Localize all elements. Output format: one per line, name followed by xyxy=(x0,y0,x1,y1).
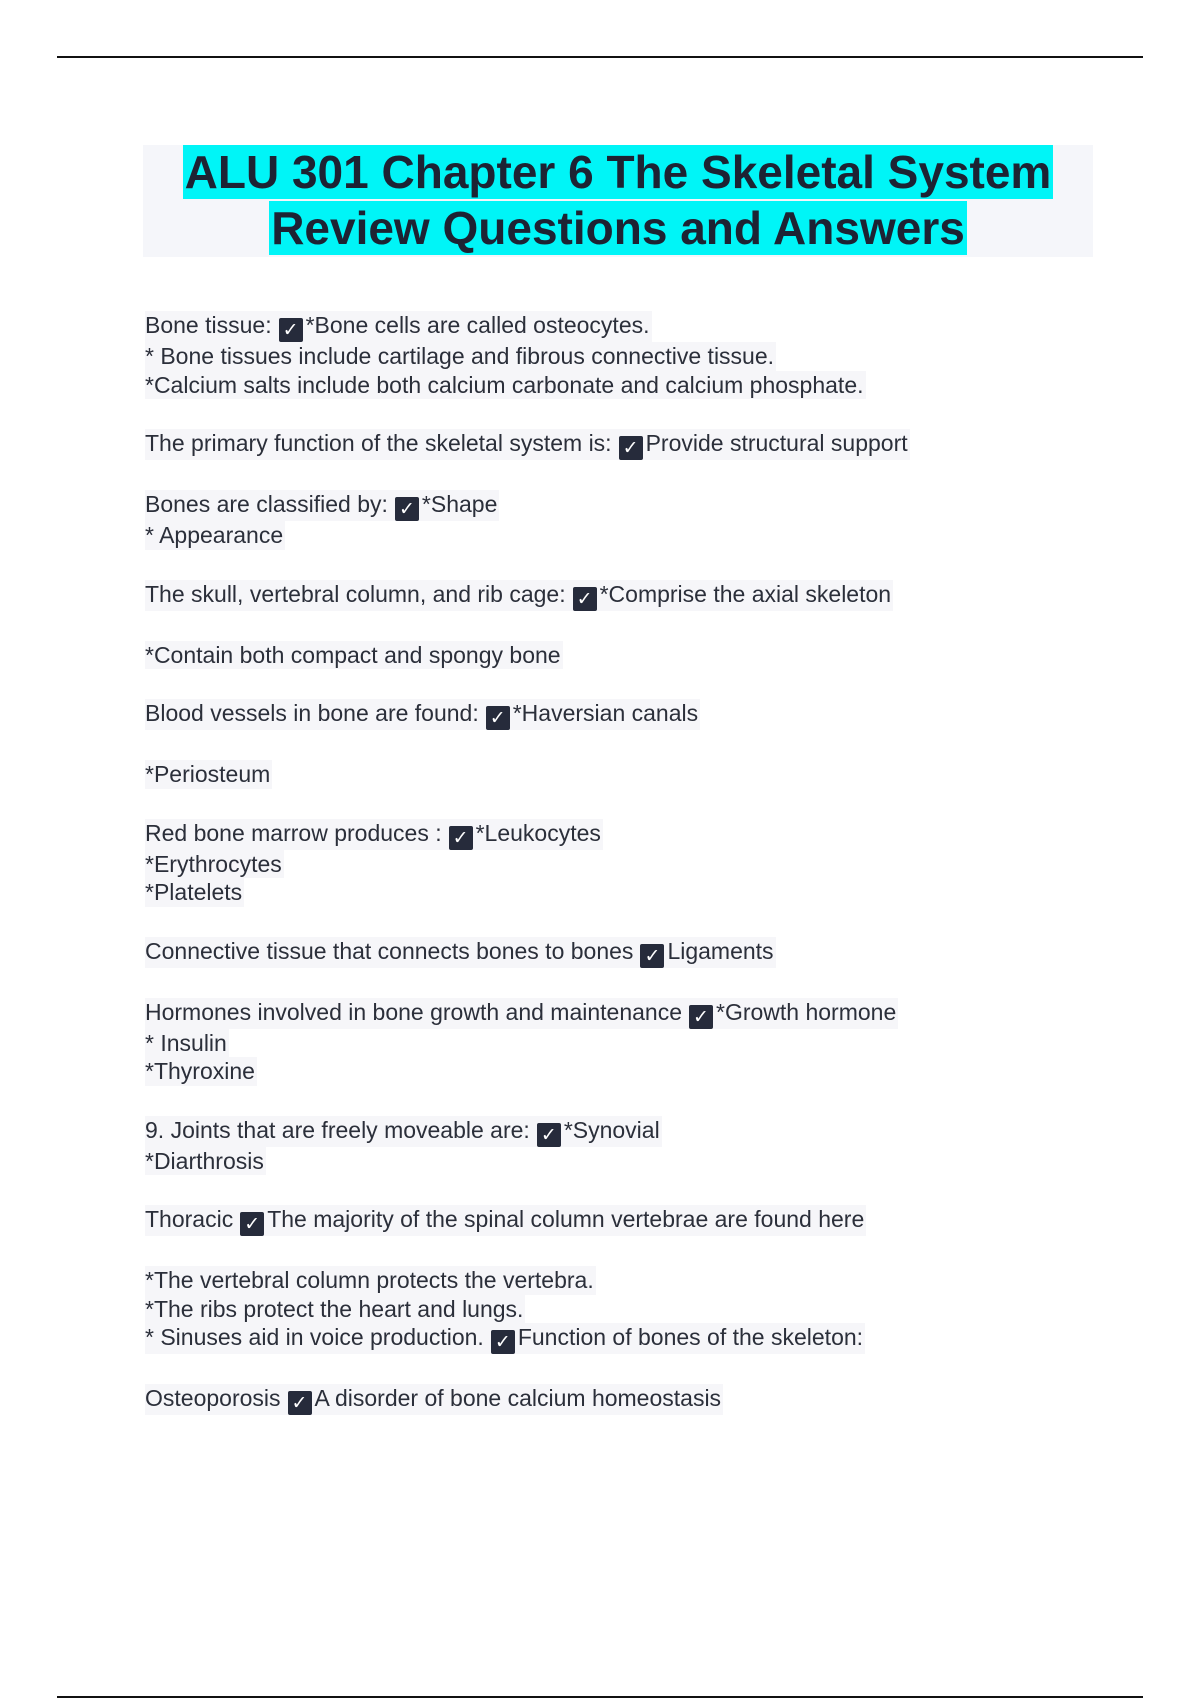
answer-line: *Calcium salts include both calcium carbonate and calcium phosphate. xyxy=(145,371,864,398)
qa-item xyxy=(145,937,1145,968)
qa-item xyxy=(145,429,1145,460)
answer-text: *Shape xyxy=(421,491,498,517)
qa-line xyxy=(145,937,776,968)
qa-list xyxy=(145,311,1145,1415)
answer-line: * Appearance xyxy=(145,522,284,548)
text-line: *The vertebral column protects the vertebra. xyxy=(145,1267,594,1293)
question-text: Bone tissue: xyxy=(145,312,272,338)
qa-item xyxy=(145,699,1145,730)
qa-item xyxy=(145,998,1145,1086)
check-icon: ✓ xyxy=(573,587,597,611)
answer-text: A disorder of bone calcium homeostasis xyxy=(314,1385,722,1411)
text-line: *Periosteum xyxy=(145,761,271,787)
qa-item xyxy=(145,580,1145,611)
question-text: Red bone marrow produces : xyxy=(145,819,442,846)
qa-item xyxy=(145,819,1145,907)
question-text: * Sinuses aid in voice production. xyxy=(145,1324,484,1350)
check-icon: ✓ xyxy=(486,706,510,730)
document-title xyxy=(143,145,1093,257)
qa-line xyxy=(145,429,910,460)
check-icon: ✓ xyxy=(449,826,473,850)
answer-text: *Comprise the axial skeleton xyxy=(599,580,892,607)
answer-text: *Haversian canals xyxy=(512,700,699,726)
question-text: 9. Joints that are freely moveable are: xyxy=(145,1116,530,1143)
qa-item xyxy=(145,1116,1145,1176)
answer-line: * Insulin xyxy=(145,1029,227,1056)
check-icon: ✓ xyxy=(537,1123,561,1147)
check-icon: ✓ xyxy=(240,1212,264,1236)
question-text: Blood vessels in bone are found: xyxy=(145,700,479,726)
qa-line xyxy=(145,1205,866,1236)
answer-text: Function of bones of the skeleton: xyxy=(517,1324,864,1350)
qa-line xyxy=(145,998,898,1029)
check-icon: ✓ xyxy=(279,318,303,342)
qa-line xyxy=(145,1116,662,1147)
question-text: Thoracic xyxy=(145,1206,234,1232)
qa-line xyxy=(145,580,893,611)
title-line-2: Review Questions and Answers xyxy=(271,202,965,254)
check-icon: ✓ xyxy=(619,436,643,460)
text-line: *The ribs protect the heart and lungs. xyxy=(145,1295,524,1322)
qa-line xyxy=(145,311,652,342)
answer-text: *Leukocytes xyxy=(475,819,601,846)
bottom-rule xyxy=(57,1696,1143,1698)
question-text: The primary function of the skeletal system is: xyxy=(145,430,612,456)
check-icon: ✓ xyxy=(395,497,419,521)
answer-line: *Erythrocytes xyxy=(145,850,282,877)
question-text: Bones are classified by: xyxy=(145,491,388,517)
answer-line: * Bone tissues include cartilage and fibrous connective tissue. xyxy=(145,343,775,369)
qa-line xyxy=(145,1384,723,1415)
answer-line: *Diarthrosis xyxy=(145,1147,264,1174)
qa-item xyxy=(145,490,1145,550)
text-line: *Contain both compact and spongy bone xyxy=(145,641,561,668)
check-icon: ✓ xyxy=(288,1391,312,1415)
answer-text: Ligaments xyxy=(667,937,774,964)
question-text: Osteoporosis xyxy=(145,1385,281,1411)
qa-line xyxy=(145,819,603,850)
qa-item xyxy=(145,1384,1145,1415)
answer-text: Provide structural support xyxy=(645,430,908,456)
qa-item xyxy=(145,311,1145,399)
question-text: Hormones involved in bone growth and maintenance xyxy=(145,998,682,1025)
qa-item xyxy=(145,641,1145,670)
top-rule xyxy=(57,56,1143,58)
check-icon: ✓ xyxy=(689,1005,713,1029)
check-icon: ✓ xyxy=(491,1330,515,1354)
answer-text: *Growth hormone xyxy=(716,998,897,1025)
qa-item xyxy=(145,760,1145,789)
answer-line: *Thyroxine xyxy=(145,1058,255,1084)
answer-text: *Bone cells are called osteocytes. xyxy=(305,312,650,338)
answer-text: *Synovial xyxy=(563,1116,660,1143)
question-text: The skull, vertebral column, and rib cage: xyxy=(145,580,566,607)
qa-item xyxy=(145,1205,1145,1236)
question-text: Connective tissue that connects bones to bones xyxy=(145,937,634,964)
qa-line xyxy=(145,1323,865,1354)
answer-text: The majority of the spinal column vertebrae are found here xyxy=(267,1206,865,1232)
qa-line xyxy=(145,699,700,730)
qa-line xyxy=(145,490,499,521)
qa-item xyxy=(145,1266,1145,1354)
title-line-1: ALU 301 Chapter 6 The Skeletal System xyxy=(184,146,1052,198)
check-icon: ✓ xyxy=(640,944,664,968)
answer-line: *Platelets xyxy=(145,879,243,905)
